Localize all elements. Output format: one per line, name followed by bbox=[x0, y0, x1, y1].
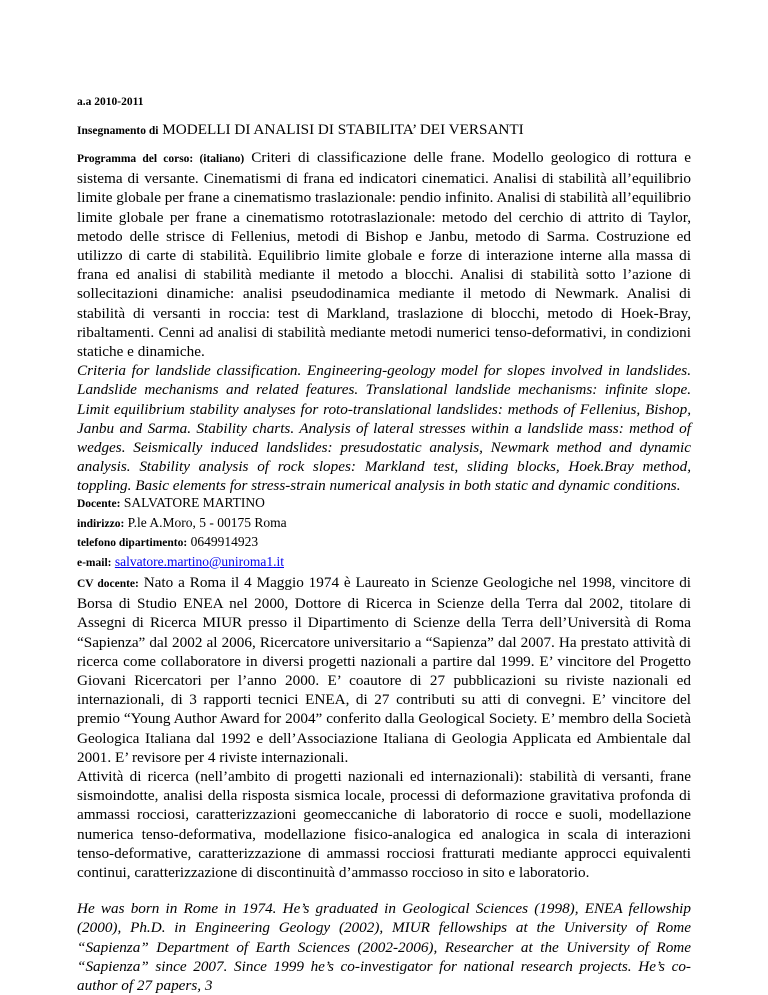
cv-italian bbox=[77, 573, 691, 767]
email-link[interactable]: salvatore.martino@uniroma1.it bbox=[114, 553, 284, 569]
address-value: P.le A.Moro, 5 - 00175 Roma bbox=[127, 514, 287, 530]
cv-research-it: Attività di ricerca (nell’ambito di progetti nazionali ed internazionali): stabilità di versanti, frane sismoindotte, analisi della risposta sismica locale, processi di deformazione gravitativa profonda di ammassi rocciosi, caratterizzazioni geomeccaniche di laboratorio di rocce e suoli, modellazione numerica tenso-deformativa, modellazione fisico-analogica ed analogica in scala di interazioni tenso-deformative, caratterizzazione di ammassi rocciosi fratturati mediante approcci equivalenti continui, caratterizzazione di discontinuità d’ammasso roccioso in sito e laboratorio. bbox=[77, 768, 691, 882]
program-text-it: Criteri di classificazione delle frane. Modello geologico di rottura e sistema di versante. Cinematismi di frana ed indicatori cinematici. Analisi di stabilità all’equilibrio limite globale per frane a cinematismo traslazionale: pendio infinito. Analisi di stabilità all’equilibrio limite globale per frane a cinematismo rototraslazionale: metodo del cerchio di attrito di Taylor, metodo delle strisce di Fellenius, metodi di Bishop e Janbu, metodo di Sarma. Costruzione ed utilizzo di carte di stabilità. Equilibrio limite globale e forze di interazione interne alla massa di frana ed analisi di stabilità mediante il metodo a blocchi. Analisi di stabilità sotto l’azione di sollecitazioni dinamiche: analisi pseudodinamica mediante il metodo di Newmark. Analisi di stabilità di versanti in roccia: test di Markland, traslazione di blocchi, metodo di Hoek-Bray, ribaltamenti. Cenni ad analisi di stabilità mediante metodi numerici tenso-deformativi, in condizioni statiche e dinamiche. bbox=[77, 149, 691, 361]
program-italian bbox=[77, 148, 691, 361]
docente-label: Docente: bbox=[77, 498, 121, 510]
cv-english: He was born in Rome in 1974. He’s graduated in Geological Sciences (1998), ENEA fellowship (2000), Ph.D. in Engineering Geology (2002), MIUR fellowships at the University of Rome “Sapienza” Department of Earth Sciences (2002-2006), Researcher at the University of Rome “Sapienza” since 2007. Since 1999 he’s co-investigator for national research projects. He’s co-author of 27 papers, 3 bbox=[77, 900, 691, 995]
course-title: MODELLI DI ANALISI DI STABILITA’ DEI VERSANTI bbox=[162, 121, 524, 138]
program-label: Programma del corso: (italiano) bbox=[77, 153, 245, 165]
course-heading bbox=[77, 120, 691, 141]
email-label: e-mail: bbox=[77, 556, 112, 569]
phone-value: 0649914923 bbox=[190, 534, 259, 550]
address-label: indirizzo: bbox=[77, 517, 125, 530]
cv-label: CV docente: bbox=[77, 578, 139, 590]
docente-name: SALVATORE MARTINO bbox=[123, 495, 265, 510]
email-line bbox=[77, 553, 691, 573]
program-english: Criteria for landslide classification. Engineering-geology model for slopes involved in landslides. Landslide mechanisms and related features. Translational landslide mechanisms: infinite slope. Limit equilibrium stability analyses for roto-translational landslides: methods of Fellenius, Bishop, Janbu and Sarma. Stability charts. Analysis of lateral stresses within a landslide mass: method of wedges. Seismically induced landslides: presudostatic analysis, Newmark method and dynamic analysis. Stability analysis of rock slopes: Markland test, sliding blocks, Hoek.Bray method, toppling. Basic elements for stress-strain numerical analysis in both static and dynamic conditions. bbox=[77, 362, 691, 495]
phone-label: telefono dipartimento: bbox=[77, 537, 188, 550]
docente-line bbox=[77, 494, 691, 514]
address-line bbox=[77, 514, 691, 534]
phone-line bbox=[77, 533, 691, 553]
program-section bbox=[77, 148, 691, 496]
academic-year: a.a 2010-2011 bbox=[77, 96, 144, 108]
cv-section bbox=[77, 573, 691, 995]
cv-text-it: Nato a Roma il 4 Maggio 1974 è Laureato in Scienze Geologiche nel 1998, vincitore di Borsa di Studio ENEA nel 2000, Dottore di Ricerca in Scienze della Terra dal 2002, titolare di Assegni di Ricerca MIUR presso il Dipartimento di Scienze della Terra dell’Università di Roma “Sapienza” dal 2002 al 2006, Ricercatore universitario a “Sapienza” dal 2007. Ha prestato attività di ricerca come collaboratore in diversi progetti nazionali a partire dal 1999. E’ vincitore del Progetto Giovani Ricercatori per l’anno 2000. E’ coautore di 27 pubblicazioni su riviste nazionali ed internazionali, di 3 rapporti tecnici ENEA, di 27 contributi su atti di convegni. E’ vincitore del premio “Young Author Award for 2004” conferito dalla Geological Society. E’ membro della Società Geologica Italiana dal 1992 e dell’Associazione Italiana di Geologia Applicata ed Ambientale dal 2001. E’ revisore per 4 riviste internazionali. bbox=[77, 574, 692, 766]
contact-block bbox=[77, 494, 691, 572]
course-label: Insegnamento di bbox=[77, 125, 159, 137]
